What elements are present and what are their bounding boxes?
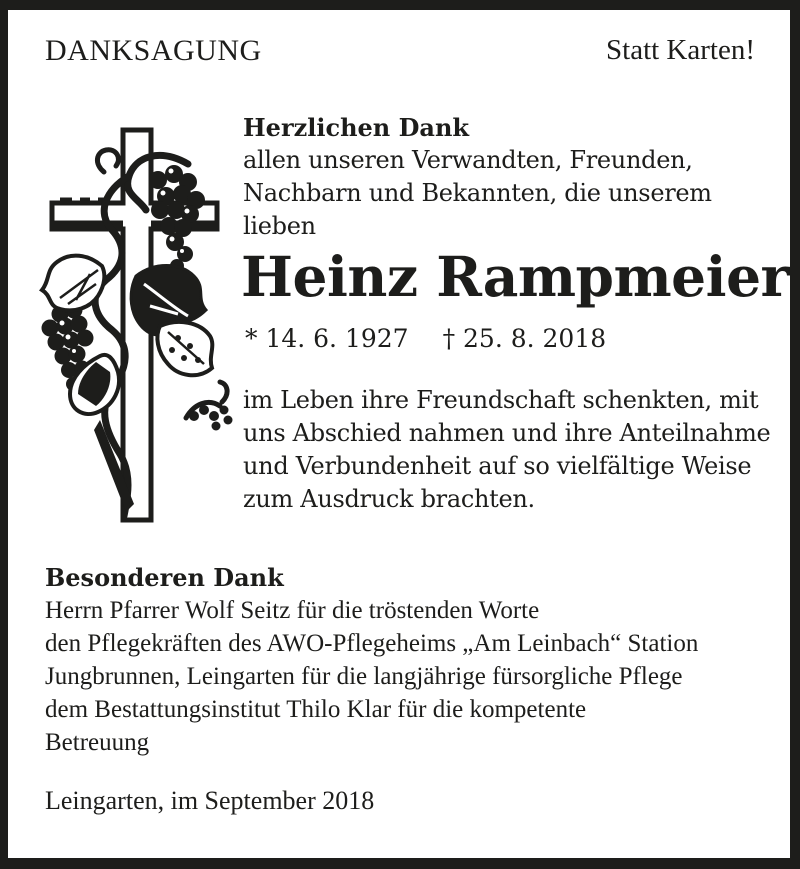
notice-category-label: DANKSAGUNG <box>45 34 262 67</box>
cross-with-grapevine-icon <box>38 118 238 528</box>
thanks-line: im Leben ihre Freundschaft schenkten, mit <box>243 386 759 414</box>
special-thanks-line: dem Bestattungsinstitut Thilo Klar für die kompetente <box>45 696 587 723</box>
thanks-line: zum Ausdruck brachten. <box>243 485 535 513</box>
life-dates <box>245 324 606 353</box>
special-thanks-line: Herrn Pfarrer Wolf Seitz für die tröstenden Worte <box>45 597 540 624</box>
deceased-name: Heinz Rampmeier <box>241 244 790 309</box>
intro-block <box>243 111 790 243</box>
thanks-paragraph <box>243 384 770 516</box>
special-thanks-block <box>45 561 698 759</box>
special-thanks-line: den Pflegekräften des AWO-Pflegeheims „Am Leinbach“ Station <box>45 630 699 657</box>
special-thanks-line: Betreuung <box>45 729 150 756</box>
intro-line: Nachbarn und Bekannten, die unserem lieben <box>243 179 712 240</box>
statt-karten-note: Statt Karten! <box>606 34 755 66</box>
thanks-line: uns Abschied nahmen und ihre Anteilnahme <box>243 419 771 447</box>
special-thanks-line: Jungbrunnen, Leingarten für die langjährige fürsorgliche Pflege <box>45 663 683 690</box>
cross-grapevine-illustration <box>38 118 238 528</box>
birth-date: * 14. 6. 1927 <box>245 324 409 353</box>
intro-line: allen unseren Verwandten, Freunden, <box>243 146 693 174</box>
thanks-line: und Verbundenheit auf so vielfältige Weise <box>243 452 752 480</box>
intro-heading: Herzlichen Dank <box>243 113 470 142</box>
death-date: † 25. 8. 2018 <box>442 324 607 353</box>
special-thanks-heading: Besonderen Dank <box>45 563 284 592</box>
closing-place-date: Leingarten, im September 2018 <box>45 786 375 815</box>
